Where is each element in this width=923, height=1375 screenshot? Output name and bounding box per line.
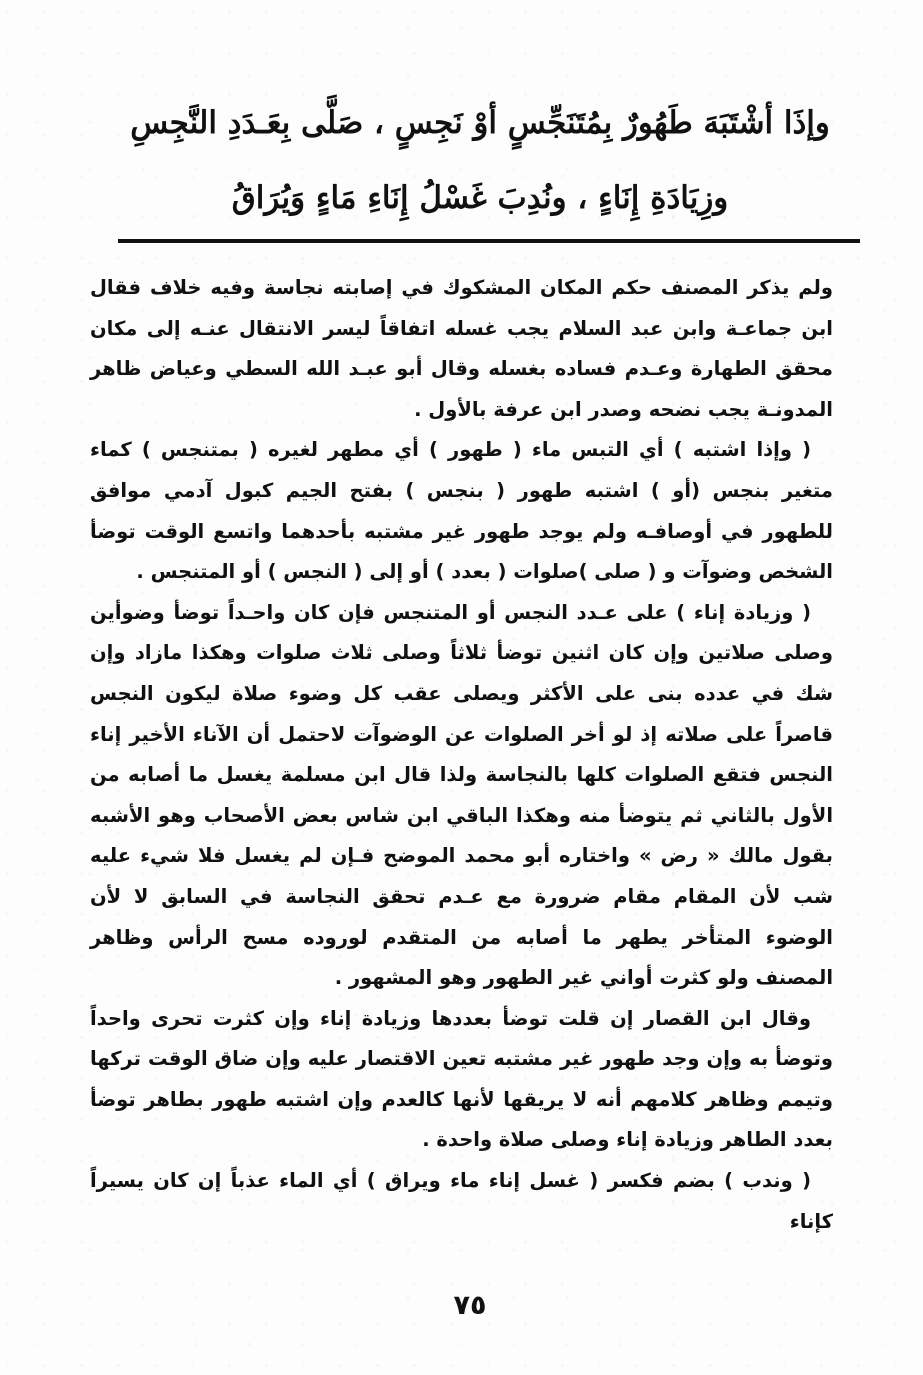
- commentary-paragraph: وقال ابن القصار إن قلت توضأ بعددها وزيادة إناء وإن كثرت تحرى واحداً وتوضأ به وإن وجد طهور غير مشتبه تعين الاقتصار عليه وإن ضاق الوقت تركها وتيمم وظاهر كلامهم أنه لا يريقها لأنها كالعدم وإن اشتبه طهور بطاهر توضأ بعدد الطاهر وزيادة إناء وصلى صلاة واحدة .: [90, 1006, 833, 1152]
- separator-rule: [118, 239, 860, 243]
- commentary-paragraph: ( وزيادة إناء ) على عـدد النجس أو المتنجس فإن كان واحـداً توضأ وضوأين وصلى صلاتين وإن كان اثنين توضأ ثلاثاً وصلى ثلاث صلوات وهكذا مازاد وإن شك في عدده بنى على الأكثر ويصلى عقب كل وضوء صلاة ليكون النجس قاصراً على صلاته إذ لو أخر الصلوات عن الوضوآت لاحتمل أن الآناء الأخير إناء النجس فتقع الصلوات كلها بالنجاسة ولذا قال ابن مسلمة يغسل ما أصابه من الأول بالثاني ثم يتوضأ منه وهكذا الباقي ابن شاس بعض الأصحاب وهو الأشبه بقول مالك « رض » واختاره أبو محمد الموضح فـإن لم يغسل فلا شيء عليه شب لأن المقام مقام ضرورة مع عـدم تحقق النجاسة في السابق لا لأن الوضوء المتأخر يطهر ما أصابه من المتقدم لوروده مسح الرأس وظاهر المصنف ولو كثرت أواني غير الطهور وهو المشهور .: [90, 600, 833, 990]
- commentary-text: [90, 268, 833, 1242]
- commentary-paragraph: ولم يذكر المصنف حكم المكان المشكوك في إصابته نجاسة وفيه خلاف فقال ابن جماعـة وابن عبد السلام يجب غسله اتفاقاً ليسر الانتقال عنـه إلى مكان محقق الطهارة وعـدم فساده بغسله وقال أبو عبـد الله السطي وعياض ظاهر المدونـة يجب نضحه وصدر ابن عرفة بالأول .: [90, 276, 833, 421]
- verse-line-1: وإذَا أشْتَبَهَ طَهُورٌ بِمُتَنَجِّسٍ أوْ نَجِسٍ ، صَلَّى بِعَـدَدِ النَّجِسِ: [130, 105, 830, 141]
- verse-line-2: وزِيَادَةِ إِنَاءٍ ، ونُدِبَ غَسْلُ إِنَاءِ مَاءٍ وَيُرَاقُ: [231, 180, 729, 216]
- commentary-paragraph: ( وندب ) بضم فكسر ( غسل إناء ماء ويراق ) أي الماء عذباً إن كان يسيراً كإناء: [90, 1169, 833, 1233]
- commentary-paragraph: ( وإذا اشتبه ) أي التبس ماء ( طهور ) أي مطهر لغيره ( بمتنجس ) كماء متغير بنجس (أو ) اشتبه طهور ( بنجس ) بفتح الجيم كبول آدمي موافق للطهور في أوصافـه ولم يوجد طهور غير مشتبه بأحدهما واتسع الوقت توضأ الشخص وضوآت و ( صلى )صلوات ( بعدد ) أو إلى ( النجس ) أو المتنجس .: [90, 438, 833, 584]
- page-number: ٧٥: [453, 1290, 487, 1321]
